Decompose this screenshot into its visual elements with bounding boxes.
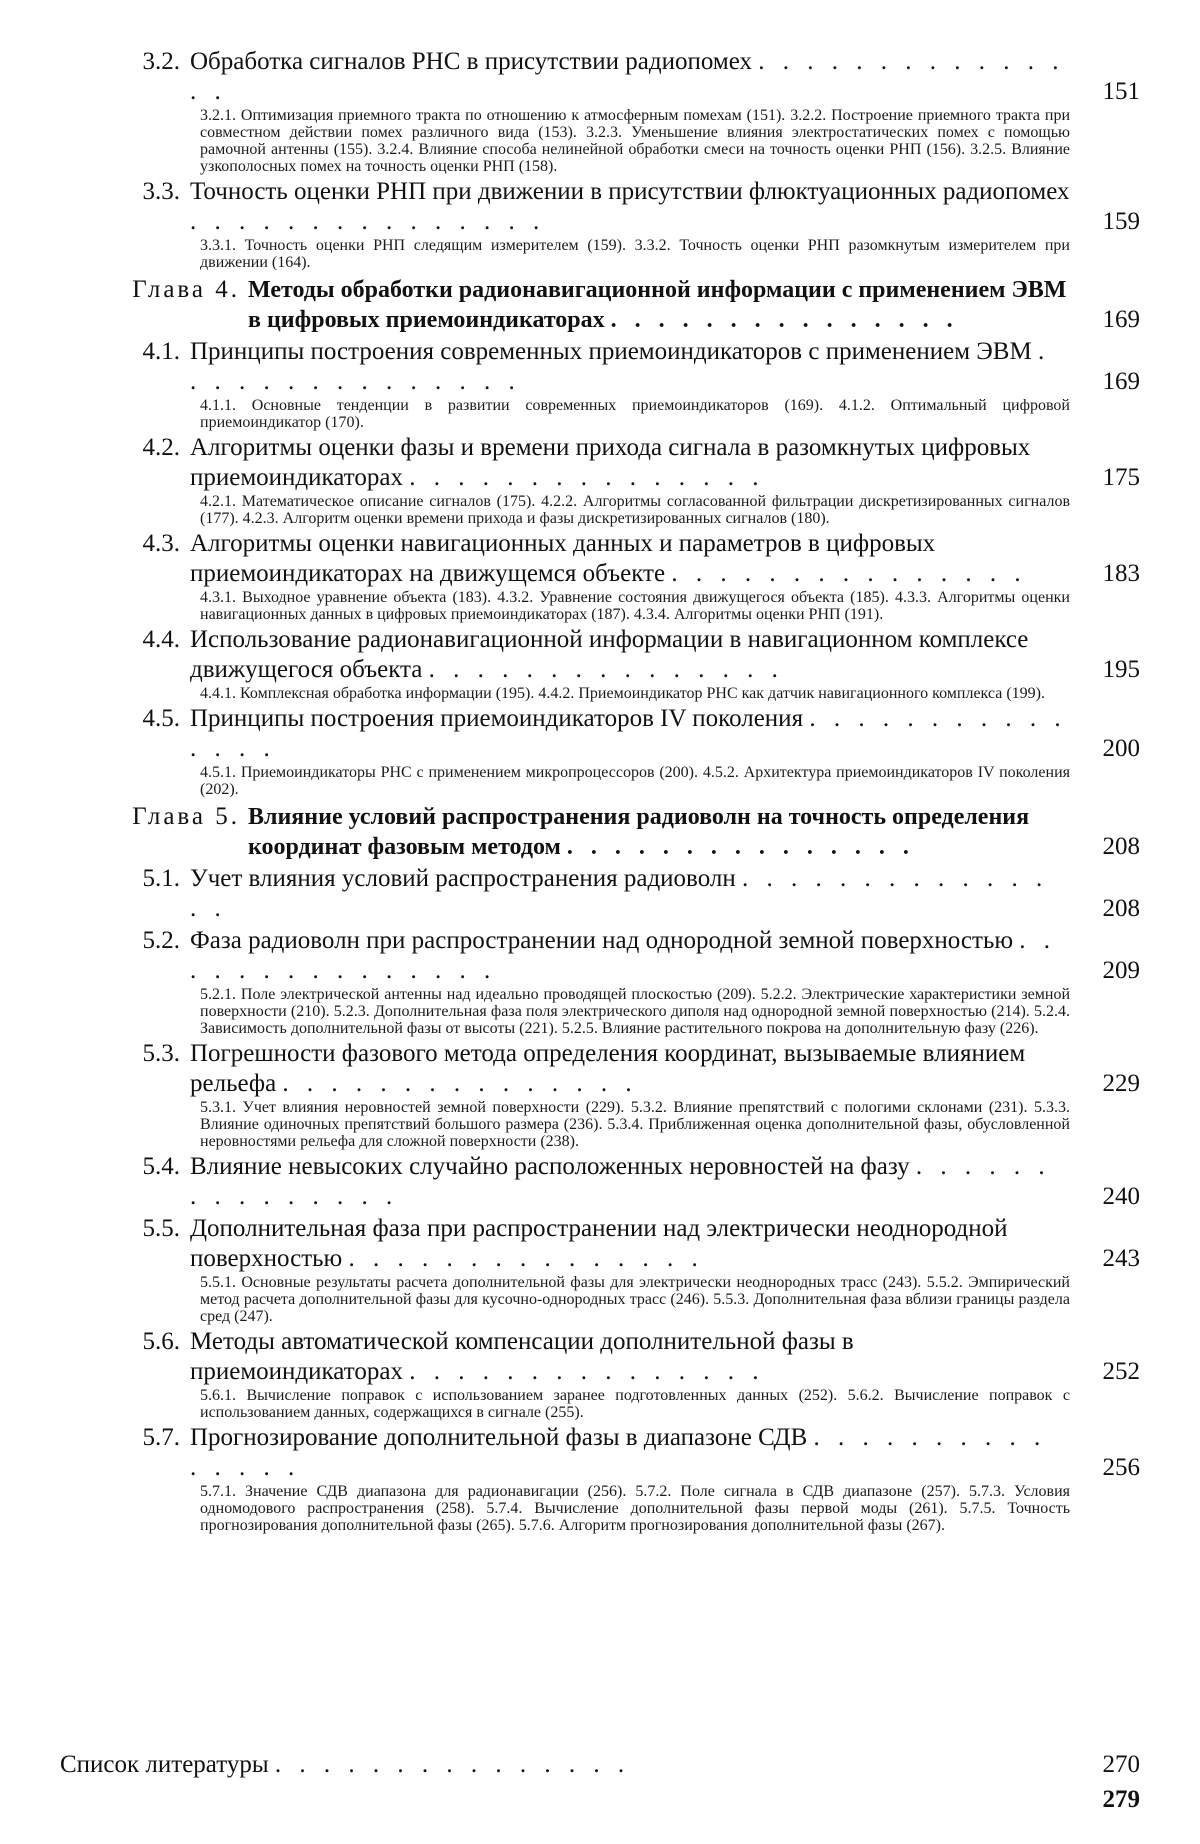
entry-number: 5.5.	[142, 1215, 180, 1242]
entry-title: Принципы построения приемоиндикаторов IV поколения . . . . . . . . . . . . . . .	[190, 705, 1067, 762]
toc-section-entry	[60, 1152, 1140, 1212]
entry-title: Прогнозирование дополнительной фазы в диапазоне СДВ . . . . . . . . . . . . . . .	[190, 1424, 1047, 1481]
toc-chapter-entry	[60, 802, 1140, 862]
toc-section-entry	[60, 1327, 1140, 1387]
leader-dots: . . . . . . . . . . . . . . .	[348, 1245, 704, 1272]
bibliography-page: 270	[1102, 1751, 1140, 1778]
entry-number: 4.5.	[142, 705, 180, 732]
entry-number: 5.2.	[142, 927, 180, 954]
subsection-list: 5.2.1. Поле электрической антенны над идеально проводящей плоскостью (209). 5.2.2. Электрические характеристики земной поверхности (210). 5.2.3. Дополнительная фаза поля электрического диполя над однородной земной поверхностью (214). 5.2.4. Зависимость дополнительной фазы от высоты (221). 5.2.5. Влияние растительного покрова на дополнительную фазу (226).	[200, 986, 1070, 1037]
leader-dots: . . . . . . . . . . . . . . .	[190, 338, 1051, 395]
entry-title: Дополнительная фаза при распространении над электрически неоднородной поверхностью . . . . . . . . . . . . . . .	[190, 1215, 1008, 1272]
leader-dots: . . . . . . . . . . . . . . .	[409, 464, 765, 491]
entry-page-number: 209	[1102, 957, 1140, 984]
entry-number: 5.7.	[142, 1424, 180, 1451]
entry-page-number: 208	[1102, 833, 1140, 860]
entry-title: Алгоритмы оценки фазы и времени прихода сигнала в разомкнутых цифровых приемоиндикаторах . . . . . . . . . . . . . . .	[190, 434, 1031, 491]
entry-number: 4.4.	[142, 626, 180, 653]
entry-page-number: 169	[1102, 306, 1140, 333]
entry-page-number: 252	[1102, 1358, 1140, 1385]
bibliography-title: Список литературы . . . . . . . . . . . . . . .	[60, 1751, 631, 1778]
entry-number: 5.6.	[142, 1328, 180, 1355]
entry-number: Глава 5.	[132, 803, 240, 830]
table-of-contents	[60, 45, 1140, 1536]
entry-number: 4.1.	[142, 338, 180, 365]
entry-title: Использование радионавигационной информации в навигационном комплексе движущегося объекта . . . . . . . . . . . . . . .	[190, 626, 1029, 683]
leader-dots: . . . . . . . . . . . . . . .	[190, 705, 1067, 762]
leader-dots: . . . . . . . . . . . . . . .	[190, 865, 1049, 922]
entry-page-number: 243	[1102, 1245, 1140, 1272]
entry-number: 4.3.	[142, 530, 180, 557]
entry-title: Принципы построения современных приемоиндикаторов с применением ЭВМ . . . . . . . . . . . . . . .	[190, 338, 1051, 395]
entry-number: 3.2.	[142, 48, 180, 75]
subsection-list: 5.7.1. Значение СДВ диапазона для радионавигации (256). 5.7.2. Поле сигнала в СДВ диапазоне (257). 5.7.3. Условия одномодового распространения (258). 5.7.4. Вычисление дополнительной фазы первой моды (261). 5.7.5. Точность прогнозирования дополнительной фазы (265). 5.7.6. Алгоритм прогнозирования дополнительной фазы (267).	[200, 1483, 1070, 1534]
toc-section-entry	[60, 529, 1140, 589]
toc-section-entry	[60, 177, 1140, 237]
entry-page-number: 159	[1102, 208, 1140, 235]
entry-page-number: 229	[1102, 1070, 1140, 1097]
entry-number: 4.2.	[142, 434, 180, 461]
entry-page-number: 256	[1102, 1454, 1140, 1481]
toc-chapter-entry	[60, 275, 1140, 335]
leader-dots: . . . . . . . . . . . . . . .	[190, 1153, 1051, 1210]
entry-page-number: 195	[1102, 656, 1140, 683]
subsection-list: 4.4.1. Комплексная обработка информации (195). 4.4.2. Приемоиндикатор РНС как датчик навигационного комплекса (199).	[200, 685, 1045, 702]
entry-title: Алгоритмы оценки навигационных данных и параметров в цифровых приемоиндикаторах на движущемся объекте . . . . . . . . . . . . . . .	[190, 530, 1027, 587]
toc-section-entry	[60, 926, 1140, 986]
entry-title: Методы автоматической компенсации дополнительной фазы в приемоиндикаторах . . . . . . . . . . . . . . .	[190, 1328, 854, 1385]
page-number: 279	[1102, 1786, 1140, 1813]
toc-section-entry	[60, 864, 1140, 924]
entry-number: Глава 4.	[132, 276, 240, 303]
leader-dots: . . . . . . . . . . . . . . .	[610, 307, 959, 333]
entry-title: Фаза радиоволн при распространении над однородной земной поверхностью . . . . . . . . . . . . . . .	[190, 927, 1057, 984]
toc-section-entry	[60, 1039, 1140, 1099]
entry-page-number: 151	[1102, 78, 1140, 105]
entry-title: Точность оценки РНП при движении в присутствии флюктуационных радиопомех . . . . . . . . . . . . . . .	[190, 178, 1070, 235]
entry-page-number: 169	[1102, 368, 1140, 395]
leader-dots: . . . . . . . . . . . . . . .	[409, 1358, 765, 1385]
entry-page-number: 175	[1102, 464, 1140, 491]
entry-page-number: 183	[1102, 560, 1140, 587]
entry-page-number: 208	[1102, 895, 1140, 922]
leader-dots: . . . . . . . . . . . . . . .	[190, 927, 1057, 984]
toc-section-entry	[60, 625, 1140, 685]
entry-number: 5.3.	[142, 1040, 180, 1067]
leader-dots: . . . . . . . . . . . . . . .	[282, 1070, 638, 1097]
subsection-list: 5.3.1. Учет влияния неровностей земной поверхности (229). 5.3.2. Влияние препятствий с пологими склонами (231). 5.3.3. Влияние одиночных препятствий большого размера (236). 5.3.4. Приближенная оценка дополнительной фазы, обусловленной неровностями рельефа для сложной поверхности (238).	[200, 1099, 1070, 1150]
leader-dots: . . . . . . . . . . . . . . .	[190, 1424, 1047, 1481]
leader-dots: . . . . . . . . . . . . . . .	[428, 656, 784, 683]
toc-section-entry	[60, 704, 1140, 764]
entry-title: Погрешности фазового метода определения координат, вызываемые влиянием рельефа . . . . . . . . . . . . . . .	[190, 1040, 1026, 1097]
entry-title: Обработка сигналов РНС в присутствии радиопомех . . . . . . . . . . . . . . .	[190, 48, 1065, 105]
entry-number: 3.3.	[142, 178, 180, 205]
subsection-list: 4.2.1. Математическое описание сигналов (175). 4.2.2. Алгоритмы согласованной фильтрации дискретизированных сигналов (177). 4.2.3. Алгоритм оценки времени прихода и фазы дискретизированных сигналов (180).	[200, 493, 1070, 527]
subsection-list: 4.5.1. Приемоиндикаторы РНС с применением микропроцессоров (200). 4.5.2. Архитектура приемоиндикаторов IV поколения (202).	[200, 764, 1070, 798]
leader-dots: . . . . . . . . . . . . . . .	[566, 834, 915, 860]
subsection-list: 4.1.1. Основные тенденции в развитии современных приемоиндикаторов (169). 4.1.2. Оптимальный цифровой приемоиндикатор (170).	[200, 397, 1070, 431]
subsection-list: 5.5.1. Основные результаты расчета дополнительной фазы для электрически неоднородных трасс (243). 5.5.2. Эмпирический метод расчета дополнительной фазы для кусочно-однородных трасс (246). 5.5.3. Дополнительная фаза вблизи границы раздела сред (247).	[200, 1274, 1070, 1325]
leader-dots: . . . . . . . . . . . . . . .	[190, 48, 1065, 105]
toc-section-entry	[60, 433, 1140, 493]
subsection-list: 3.2.1. Оптимизация приемного тракта по отношению к атмосферным помехам (151). 3.2.2. Построение приемного тракта при совместном действии помех различного вида (153). 3.2.3. Уменьшение влияния электростатических помех с помощью рамочной антенны (155). 3.2.4. Влияние способа нелинейной обработки смеси на точность оценки РНП (156). 3.2.5. Влияние узкополосных помех на точность оценки РНП (158).	[200, 107, 1070, 175]
toc-section-entry	[60, 47, 1140, 107]
entry-number: 5.1.	[142, 865, 180, 892]
toc-section-entry	[60, 1214, 1140, 1274]
leader-dots: . . . . . . . . . . . . . . .	[671, 560, 1027, 587]
leader-dots: . . . . . . . . . . . . . . .	[274, 1751, 631, 1778]
entry-title: Влияние условий распространения радиоволн на точность определения координат фазовым методом . . . . . . . . . . . . . . .	[248, 804, 1030, 860]
entry-title: Учет влияния условий распространения радиоволн . . . . . . . . . . . . . . .	[190, 865, 1049, 922]
entry-title: Влияние невысоких случайно расположенных неровностей на фазу . . . . . . . . . . . . . . .	[190, 1153, 1051, 1210]
subsection-list: 3.3.1. Точность оценки РНП следящим измерителем (159). 3.3.2. Точность оценки РНП разомкнутым измерителем при движении (164).	[200, 237, 1070, 271]
entry-number: 5.4.	[142, 1153, 180, 1180]
toc-section-entry	[60, 1423, 1140, 1483]
entry-title: Методы обработки радионавигационной информации с применением ЭВМ в цифровых приемоиндикаторах . . . . . . . . . . . . . . .	[248, 277, 1067, 333]
entry-page-number: 240	[1102, 1183, 1140, 1210]
subsection-list: 4.3.1. Выходное уравнение объекта (183). 4.3.2. Уравнение состояния движущегося объекта (185). 4.3.3. Алгоритмы оценки навигационных данных в цифровых приемоиндикаторах (187). 4.3.4. Алгоритмы оценки РНП (191).	[200, 589, 1070, 623]
subsection-list: 5.6.1. Вычисление поправок с использованием заранее подготовленных данных (252). 5.6.2. Вычисление поправок с использованием данных, содержащихся в сигнале (255).	[200, 1387, 1070, 1421]
toc-section-entry	[60, 337, 1140, 397]
entry-page-number: 200	[1102, 735, 1140, 762]
leader-dots: . . . . . . . . . . . . . . .	[190, 208, 546, 235]
toc-entry-bibliography	[60, 1750, 1140, 1780]
